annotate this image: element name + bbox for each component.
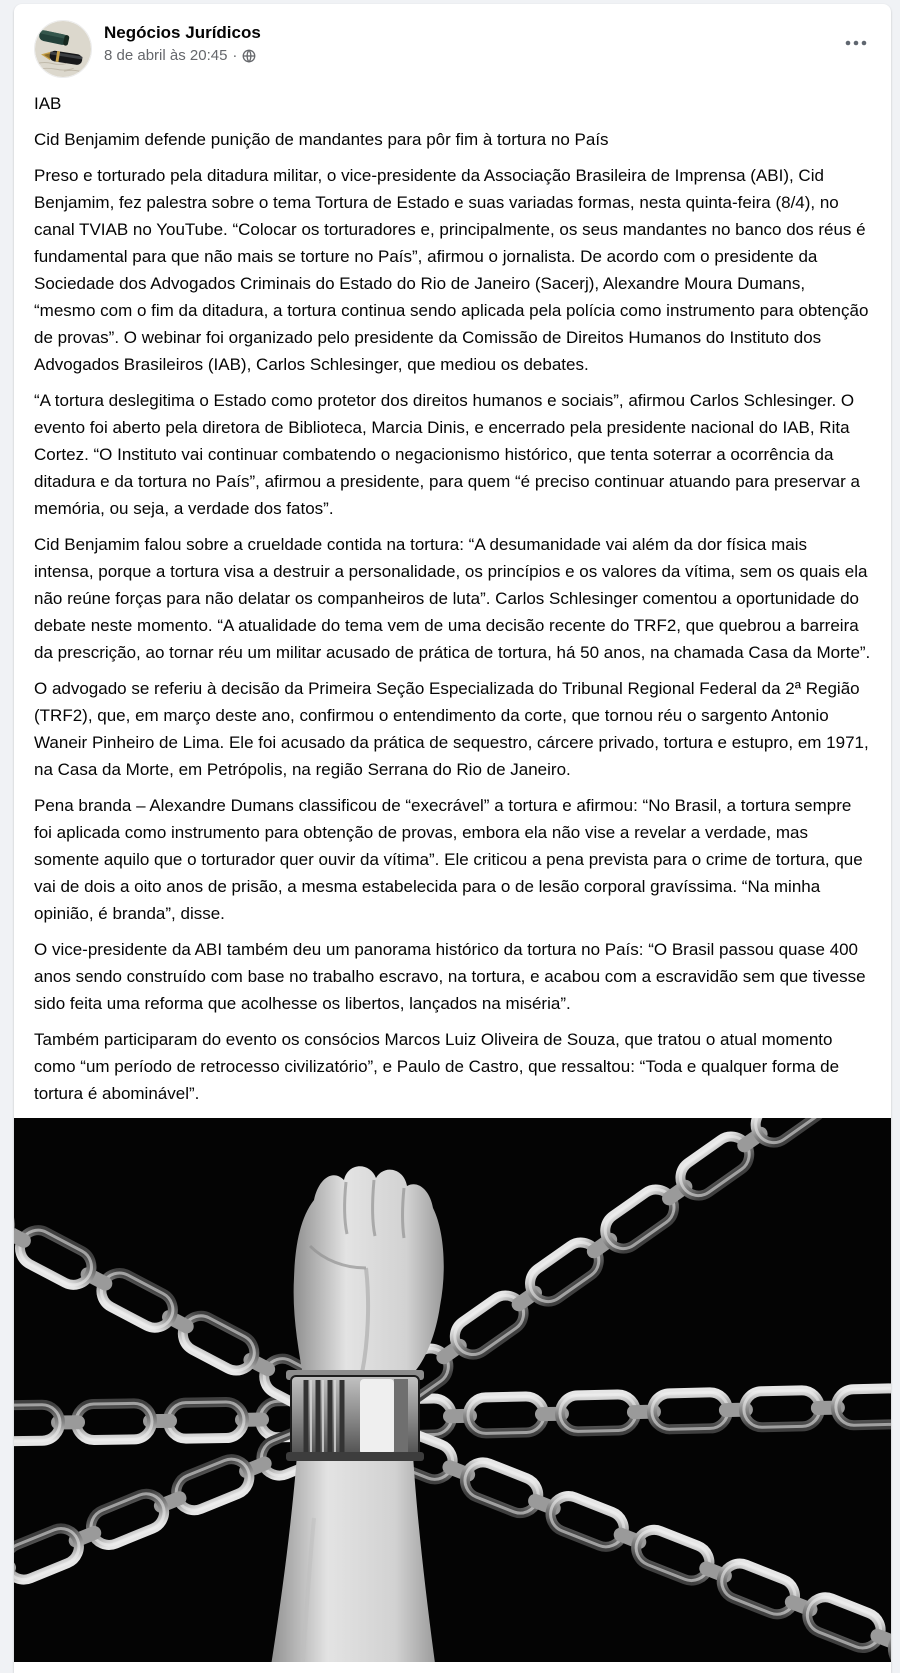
post-paragraph: O vice-presidente da ABI também deu um panorama histórico da tortura no País: “O Brasil passou quase 400 anos sendo construído com base no trabalho escravo, na tortura, e acabou com a escravidão sem que tivesse sido feita uma reforma que acolhesse os libertos, lançados na miséria”.: [34, 940, 866, 1013]
post-paragraph: Também participaram do evento os consócios Marcos Luiz Oliveira de Souza, que tratou o atual momento como “um período de retrocesso civilizatório”, e Paulo de Castro, que ressaltou: “Toda e qualquer forma de tortura é abominável”.: [34, 1030, 840, 1103]
post-paragraph: Preso e torturado pela ditadura militar, o vice-presidente da Associação Brasileira de Imprensa (ABI), Cid Benjamim, fez palestra sobre o tema Tortura de Estado e suas variadas formas, nesta quinta-feira (8/4), no canal TVIAB no YouTube. “Colocar os torturadores e, principalmente, os seus mandantes no banco dos réus é fundamental para que não mais se torture no País”, afirmou o jornalista. De acordo com o presidente da Sociedade dos Advogados Criminais do Estado do Rio de Janeiro (Sacerj), Alexandre Moura Dumans, “mesmo com o fim da ditadura, a tortura continua sendo aplicada pela polícia como instrumento para obtenção de provas”. O webinar foi organizado pelo presidente da Comissão de Direitos Humanos do Instituto dos Advogados Brasileiros (IAB), Carlos Schlesinger, que mediou os debates.: [34, 166, 869, 374]
post-paragraph: Cid Benjamim defende punição de mandantes para pôr fim à tortura no País: [34, 130, 609, 149]
more-options-button[interactable]: [837, 24, 875, 62]
globe-icon: [242, 49, 256, 63]
post-header: [14, 4, 891, 88]
post-paragraph: IAB: [34, 94, 62, 113]
post-text: [14, 88, 891, 1107]
timestamp[interactable]: 8 de abril às 20:45: [104, 47, 228, 64]
post-meta: [104, 20, 837, 65]
post-paragraph: Cid Benjamim falou sobre a crueldade contida na tortura: “A desumanidade vai além da dor física mais intensa, porque a tortura visa a destruir a personalidade, os princípios e os valores da vítima, sem os quais ela não reúne forças para não delatar os companheiros de luta”. Carlos Schlesinger comentou a oportunidade do debate neste momento. “A atualidade do tema vem de uma decisão recente do TRF2, que quebrou a barreira da prescrição, ao tornar réu um militar acusado de prática de tortura, há 50 anos, na chamada Casa da Morte”.: [34, 535, 871, 662]
avatar[interactable]: [34, 20, 92, 78]
post-subline: [104, 47, 837, 65]
ellipsis-icon: [845, 40, 867, 46]
separator-dot: ·: [232, 47, 238, 64]
shackle-graphic: [286, 1370, 424, 1461]
avatar-image: [35, 21, 91, 77]
post-paragraph: O advogado se referiu à decisão da Primeira Seção Especializada do Tribunal Regional Federal da 2ª Região (TRF2), que, em março deste ano, confirmou o entendimento da corte, que tornou réu o sargento Antonio Waneir Pinheiro de Lima. Ele foi acusado da prática de sequestro, cárcere privado, tortura e estupro, em 1971, na Casa da Morte, em Petrópolis, na região Serrana do Rio de Janeiro.: [34, 679, 869, 779]
page-name[interactable]: Negócios Jurídicos: [104, 23, 261, 42]
post-card: [14, 4, 891, 1673]
post-paragraph: “A tortura deslegitima o Estado como protetor dos direitos humanos e sociais”, afirmou Carlos Schlesinger. O evento foi aberto pela diretora de Biblioteca, Marcia Dinis, e encerrado pela presidente nacional do IAB, Rita Cortez. “O Instituto vai continuar combatendo o negacionismo histórico, que tenta soterrar a ocorrência da ditadura e da tortura no País”, afirmou a presidente, para quem “é preciso continuar atuando para preservar a memória, ou seja, a verdade dos fatos”.: [34, 391, 860, 518]
post-paragraph: Pena branda – Alexandre Dumans classificou de “execrável” a tortura e afirmou: “No Brasil, a tortura sempre foi aplicada como instrumento para obtenção de provas, embora ela não vise a revelar a verdade, mas somente aquilo que o torturador quer ouvir da vítima”. Ele criticou a pena prevista para o crime de tortura, que vai de dois a oito anos de prisão, a mesma estabelecida para o de lesão corporal gravíssima. “Na minha opinião, é branda”, disse.: [34, 796, 863, 923]
post-image[interactable]: [14, 1118, 891, 1662]
